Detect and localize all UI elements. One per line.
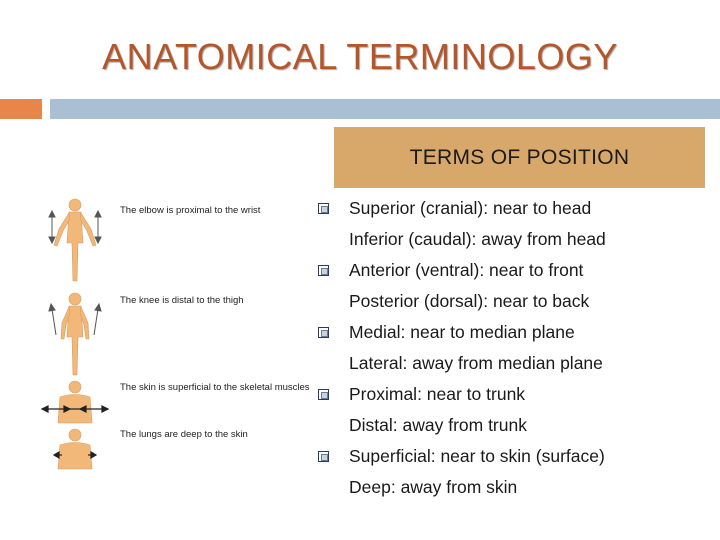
- term-item: [349, 446, 605, 467]
- term-key: Medial:: [349, 322, 406, 342]
- term-desc: away from head: [476, 229, 606, 249]
- term-key: Superficial:: [349, 446, 436, 466]
- term-key: Inferior (caudal):: [349, 229, 477, 249]
- term-desc: near to back: [488, 291, 590, 311]
- bullet-icon: [318, 451, 329, 462]
- term-key: Posterior (dorsal):: [349, 291, 489, 311]
- bullet-icon: [318, 389, 329, 400]
- term-key: Anterior (ventral):: [349, 260, 485, 280]
- slide-title: ANATOMICAL TERMINOLOGY: [102, 36, 618, 77]
- bullet-icon: [318, 203, 329, 214]
- term-item: [349, 260, 583, 281]
- bullet-icon: [318, 265, 329, 276]
- term-desc: near to median plane: [405, 322, 575, 342]
- standing-figure-arms-out-icon: [40, 195, 110, 287]
- term-key: Proximal:: [349, 384, 422, 404]
- accent-bar-orange: [0, 99, 42, 119]
- term-key: Deep:: [349, 477, 396, 497]
- figure-row-knee: [40, 287, 320, 379]
- term-desc: away from trunk: [397, 415, 527, 435]
- upper-torso-small-arrows-icon: [40, 427, 110, 471]
- figure-caption: The knee is distal to the thigh: [120, 295, 244, 306]
- section-banner: [334, 127, 705, 188]
- term-item: [349, 198, 591, 219]
- term-key: Superior (cranial):: [349, 198, 489, 218]
- figure-row-elbow: [40, 195, 320, 287]
- term-desc: away from median plane: [407, 353, 603, 373]
- term-key: Distal:: [349, 415, 398, 435]
- section-heading: TERMS OF POSITION: [409, 146, 630, 169]
- figure-caption: The skin is superficial to the skeletal muscles: [120, 382, 310, 393]
- accent-bar-blue: [50, 99, 720, 119]
- term-item: [349, 415, 527, 436]
- term-key: Lateral:: [349, 353, 408, 373]
- term-desc: near to head: [488, 198, 592, 218]
- term-item: [349, 291, 589, 312]
- term-item: [349, 322, 575, 343]
- figure-caption: The lungs are deep to the skin: [120, 429, 248, 440]
- term-item: [349, 384, 525, 405]
- term-item: [349, 229, 606, 250]
- upper-torso-arrows-icon: [40, 379, 110, 425]
- figure-row-skin: [40, 379, 320, 425]
- term-item: [349, 353, 603, 374]
- term-desc: near to skin (surface): [435, 446, 605, 466]
- term-desc: near to trunk: [421, 384, 526, 404]
- figure-panel: [40, 195, 320, 475]
- standing-figure-arms-down-icon: [40, 287, 110, 379]
- term-item: [349, 477, 517, 498]
- term-desc: away from skin: [395, 477, 518, 497]
- figure-row-lungs: [40, 427, 320, 471]
- term-desc: near to front: [484, 260, 584, 280]
- figure-caption: The elbow is proximal to the wrist: [120, 205, 261, 216]
- bullet-icon: [318, 327, 329, 338]
